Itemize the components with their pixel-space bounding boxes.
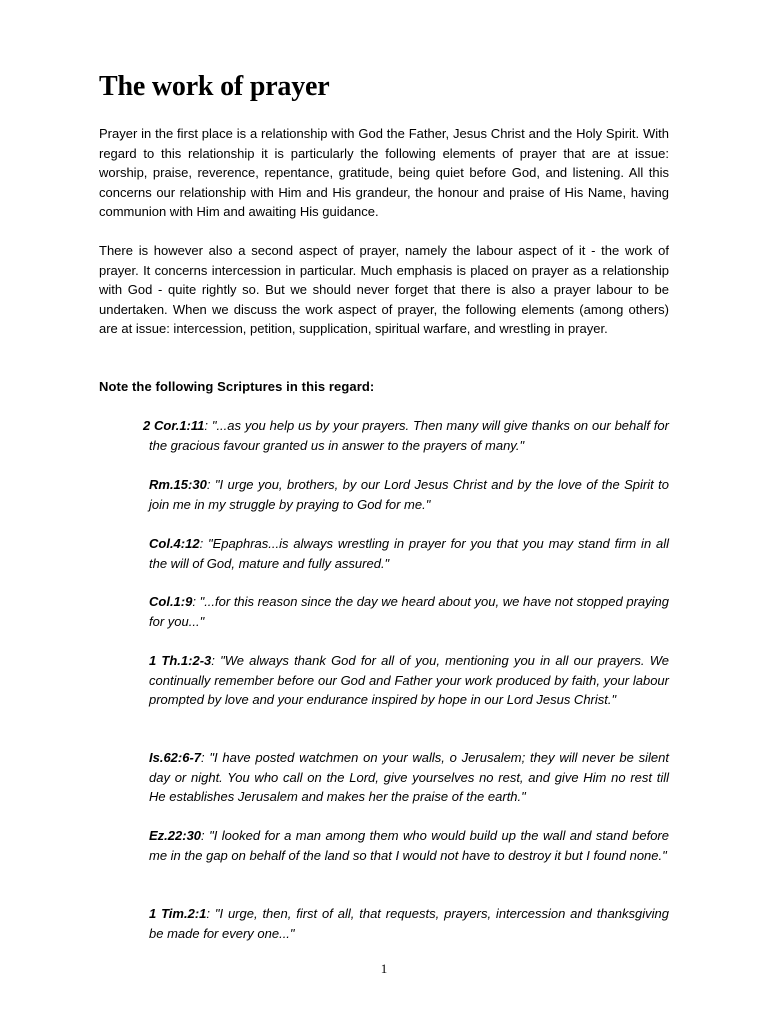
scripture-item: [149, 748, 669, 807]
scripture-separator: :: [192, 594, 200, 609]
scripture-item: [149, 904, 669, 943]
scripture-quote: "I looked for a man among them who would build up the wall and stand before me in the gap on behalf of the land so that I would not have to destroy it but I found none.": [149, 828, 669, 863]
scripture-item: [149, 826, 669, 865]
note-heading: Note the following Scriptures in this regard:: [99, 379, 375, 394]
body-paragraph-1: Prayer in the first place is a relationship with God the Father, Jesus Christ and the Holy Spirit. With regard to this relationship it is particularly the following elements of prayer that are at issue: worship, praise, reverence, repentance, gratitude, being quiet before God, and listening. All this concerns our relationship with Him and His grandeur, the honour and praise of His Name, having communion with Him and awaiting His guidance.: [99, 126, 669, 219]
scripture-reference: Ez.22:30: [149, 828, 202, 843]
scripture-reference: Rm.15:30: [149, 477, 207, 492]
scripture-reference: 2 Cor.1:11: [143, 418, 205, 433]
scripture-reference: 1 Tim.2:1: [149, 906, 207, 921]
scripture-quote: "Epaphras...is always wrestling in prayer for you that you may stand firm in all the will of God, mature and fully assured.": [149, 536, 669, 571]
scripture-quote: "I urge, then, first of all, that requests, prayers, intercession and thanksgiving be made for every one...": [149, 906, 669, 941]
scripture-reference: Col.4:12: [149, 536, 200, 551]
scripture-item: [149, 534, 669, 573]
page-title: The work of prayer: [99, 71, 330, 102]
scripture-quote: "...as you help us by your prayers. Then many will give thanks on our behalf for the gracious favour granted us in answer to the prayers of many.": [149, 418, 669, 453]
scripture-reference: Col.1:9: [149, 594, 193, 609]
scripture-separator: :: [206, 906, 215, 921]
scripture-reference: 1 Th.1:2-3: [149, 653, 212, 668]
scripture-item: [149, 651, 669, 710]
scripture-separator: :: [204, 418, 212, 433]
scripture-reference: Is.62:6-7: [149, 750, 202, 765]
scripture-quote: "I have posted watchmen on your walls, o Jerusalem; they will never be silent day or night. You who call on the Lord, give yourselves no rest, and give Him no rest till He establishes Jerusalem and makes her the praise of the earth.": [149, 750, 669, 804]
scripture-separator: :: [211, 653, 221, 668]
scripture-separator: :: [201, 828, 210, 843]
scripture-quote: "We always thank God for all of you, mentioning you in all our prayers. We continually remember before our God and Father your work produced by faith, your labour prompted by love and your endurance inspired by hope in our Lord Jesus Christ.": [149, 653, 669, 707]
scripture-item: [149, 592, 669, 631]
scripture-separator: :: [199, 536, 209, 551]
scripture-separator: :: [206, 477, 215, 492]
scripture-item: [143, 416, 669, 455]
page-number: 1: [380, 961, 388, 976]
scripture-separator: :: [201, 750, 210, 765]
body-paragraph-2: There is however also a second aspect of prayer, namely the labour aspect of it - the work of prayer. It concerns intercession in particular. Much emphasis is placed on prayer as a relationship with God - quite rightly so. But we should never forget that there is also a prayer labour to be undertaken. When we discuss the work aspect of prayer, the following elements (among others) are at issue: intercession, petition, supplication, spiritual warfare, and wrestling in prayer.: [99, 243, 669, 336]
scripture-quote: "I urge you, brothers, by our Lord Jesus Christ and by the love of the Spirit to join me in my struggle by praying to God for me.": [149, 477, 669, 512]
scripture-item: [149, 475, 669, 514]
scripture-quote: "...for this reason since the day we heard about you, we have not stopped praying for you...": [149, 594, 669, 629]
